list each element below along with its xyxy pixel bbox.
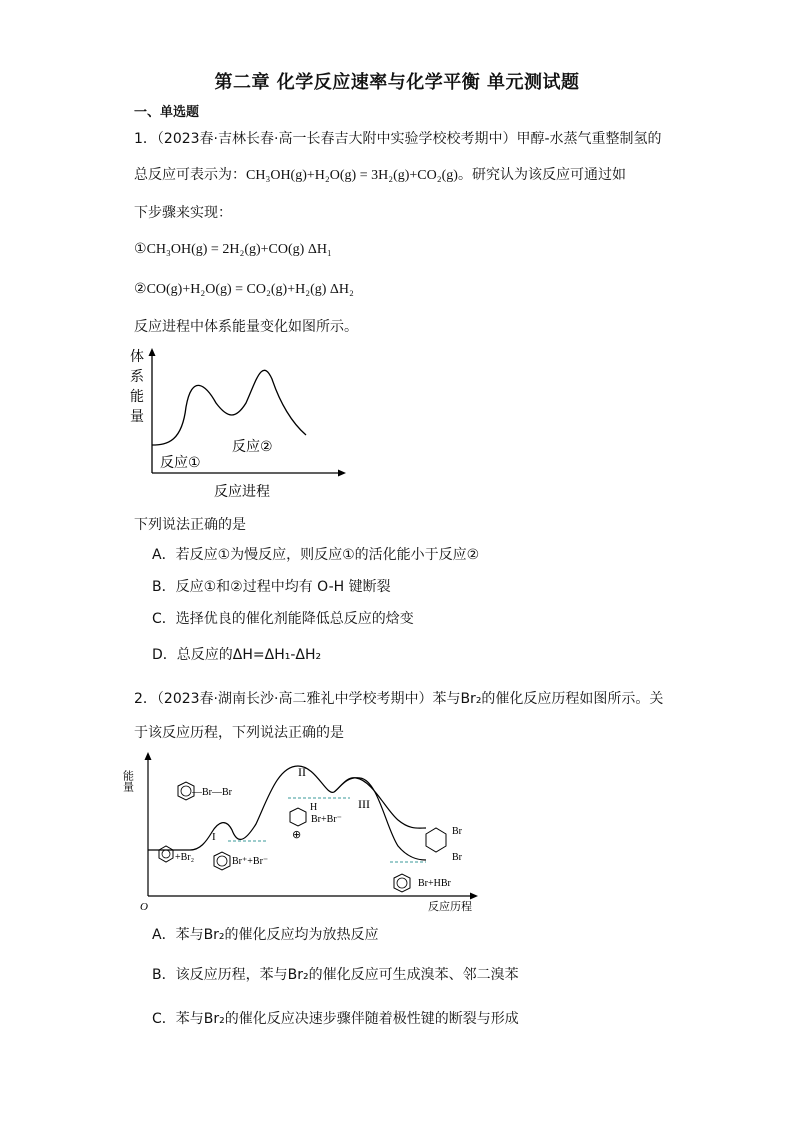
benzene-icon	[159, 846, 173, 862]
q1-step2-equation: CO(g)+H₂O(g) = CO₂(g)+H₂(g) ΔH₂	[146, 282, 354, 297]
q1-figure-caption: 反应进程中体系能量变化如图所示。	[134, 319, 358, 335]
q1-option-b: B．反应①和②过程中均有 O-H 键断裂	[152, 579, 391, 595]
sigma-complex-icon	[290, 808, 306, 826]
q1-option-a: A．若反应①为慢反应，则反应①的活化能小于反应②	[152, 547, 480, 563]
q2-y-label: 能量	[121, 770, 135, 792]
q1-stem-b: 总反应可表示为：	[134, 167, 246, 183]
q2-peak-ii: II	[298, 765, 306, 779]
q2-x-arrow-icon	[470, 893, 478, 900]
q1-label-reaction2: 反应②	[232, 439, 273, 455]
q1-number: 1．	[134, 131, 157, 147]
q1-prompt: 下列说法正确的是	[134, 517, 246, 533]
q2-label-sigma-h: H	[310, 802, 318, 813]
q1-stem-line1	[134, 130, 662, 148]
q2-option-b: B．该反应历程，苯与Br₂的催化反应可生成溴苯、邻二溴苯	[152, 967, 519, 983]
q1-total-equation: CH₃OH(g)+H₂O(g) = 3H₂(g)+CO₂(g)	[246, 168, 458, 183]
q1-y-arrow-icon	[149, 348, 156, 356]
q2-label-dibromo-top: Br	[452, 826, 462, 837]
q1-step1-mark: ①	[134, 241, 147, 257]
q1-option-d: D．总反应的ΔH=ΔH₁-ΔH₂	[152, 647, 322, 663]
q2-origin-label: O	[140, 901, 148, 913]
page-title: 第二章 化学反应速率与化学平衡 单元测试题	[214, 72, 580, 93]
q2-label-subst: Br+HBr	[418, 878, 451, 889]
q1-step1-equation: CH₃OH(g) = 2H₂(g)+CO(g) ΔH₁	[146, 242, 332, 257]
q2-peak-iii: III	[358, 797, 370, 811]
q1-x-arrow-icon	[338, 470, 346, 477]
q1-y-label-2: 系	[130, 369, 144, 385]
q2-stem-a: 苯与Br₂的催化反应历程如图所示。关	[432, 691, 664, 707]
q1-step2	[134, 280, 354, 299]
q2-number: 2．	[134, 691, 157, 707]
bromobenzene-product-icon	[394, 874, 410, 892]
q2-label-complex: —Br—Br	[192, 787, 232, 798]
q2-stem-line1	[134, 690, 663, 708]
q2-y-arrow-icon	[145, 752, 152, 760]
q1-energy-curve	[152, 370, 306, 445]
q1-stem-c: 。研究认为该反应可通过如	[457, 167, 626, 183]
dibromo-product-icon	[426, 828, 446, 852]
q1-y-label-3: 能	[130, 389, 144, 405]
q1-source: （2023春·吉林长春·高一长春吉大附中实验学校校考期中）	[156, 131, 517, 147]
q1-option-c: C．选择优良的催化剂能降低总反应的焓变	[152, 611, 414, 627]
q2-lower-curve	[334, 778, 426, 860]
q2-label-ion-pair: Br⁺+Br⁻	[232, 856, 269, 867]
q2-label-dibromo-bottom: Br	[452, 852, 462, 863]
q1-step2-mark: ②	[134, 281, 147, 297]
q1-stem-line2	[134, 166, 626, 185]
q1-step1	[134, 240, 332, 259]
q1-y-label-1: 体	[130, 349, 144, 365]
q1-stem-line3: 下步骤来实现：	[134, 205, 232, 221]
q2-x-label: 反应历程	[428, 900, 472, 913]
q1-y-label-4: 量	[130, 409, 144, 425]
q2-label-sigma-br: Br+Br⁻	[311, 814, 342, 825]
q2-option-a: A．苯与Br₂的催化反应均为放热反应	[152, 927, 379, 943]
q1-energy-diagram	[128, 345, 358, 503]
section-heading: 一、单选题	[134, 105, 200, 120]
q1-label-reaction1: 反应①	[160, 455, 201, 471]
q1-x-label: 反应进程	[214, 484, 270, 500]
q2-label-sigma-plus: ⊕	[292, 828, 302, 841]
q2-stem-line2: 于该反应历程，下列说法正确的是	[134, 725, 344, 741]
q2-main-curve	[148, 766, 426, 850]
q2-energy-diagram	[121, 750, 488, 914]
q1-stem-a: 甲醇-水蒸气重整制氢的	[516, 131, 662, 147]
ion-pair-icon	[214, 852, 230, 870]
q2-label-reactant: +Br₂	[175, 852, 195, 863]
q2-source: （2023春·湖南长沙·高二雅礼中学校考期中）	[156, 691, 433, 707]
q2-peak-i: I	[212, 831, 216, 843]
q2-option-c: C．苯与Br₂的催化反应决速步骤伴随着极性键的断裂与形成	[152, 1011, 519, 1027]
